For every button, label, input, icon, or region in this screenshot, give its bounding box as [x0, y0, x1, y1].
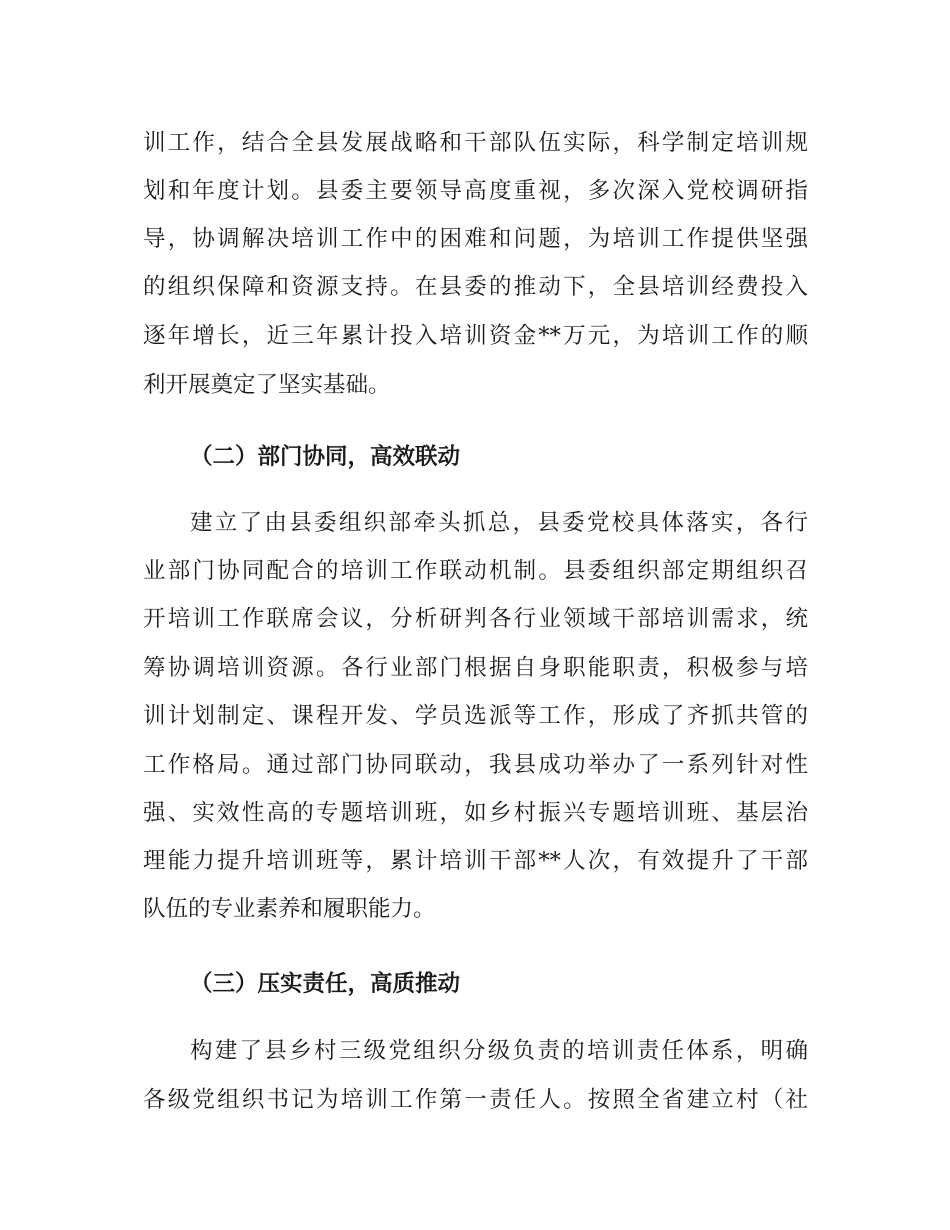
- section-heading-2: （二）部门协同，高效联动: [190, 444, 461, 470]
- paragraph-2-line-4: 筹协调培训资源。各行业部门根据自身职能职责，积极参与培: [143, 655, 808, 681]
- paragraph-2-line-8: 理能力提升培训班等，累计培训干部**人次，有效提升了干部: [143, 848, 808, 874]
- paragraph-1-line-5: 逐年增长，近三年累计投入培训资金**万元，为培训工作的顺: [143, 323, 808, 349]
- paragraph-1-line-6: 利开展奠定了坚实基础。: [143, 372, 391, 398]
- paragraph-2-line-5: 训计划制定、课程开发、学员选派等工作，形成了齐抓共管的: [143, 703, 808, 729]
- paragraph-3-line-1: 构建了县乡村三级党组织分级负责的培训责任体系，明确: [190, 1038, 808, 1064]
- section-heading-3: （三）压实责任，高质推动: [190, 971, 461, 997]
- paragraph-1-line-4: 的组织保障和资源支持。在县委的推动下，全县培训经费投入: [143, 274, 808, 300]
- paragraph-2-line-7: 强、实效性高的专题培训班，如乡村振兴专题培训班、基层治: [143, 800, 808, 826]
- paragraph-3-line-2: 各级党组织书记为培训工作第一责任人。按照全省建立村（社: [143, 1087, 808, 1113]
- paragraph-2-line-9: 队伍的专业素养和履职能力。: [143, 896, 436, 922]
- paragraph-2-line-2: 业部门协同配合的培训工作联动机制。县委组织部定期组织召: [143, 558, 808, 584]
- paragraph-1-line-1: 训工作，结合全县发展战略和干部队伍实际，科学制定培训规: [143, 130, 808, 156]
- paragraph-2-line-3: 开培训工作联席会议，分析研判各行业领域干部培训需求，统: [143, 606, 808, 632]
- paragraph-1-line-3: 导，协调解决培训工作中的困难和问题，为培训工作提供坚强: [143, 226, 808, 252]
- paragraph-2-line-1: 建立了由县委组织部牵头抓总，县委党校具体落实，各行: [190, 510, 808, 536]
- paragraph-1-line-2: 划和年度计划。县委主要领导高度重视，多次深入党校调研指: [143, 178, 808, 204]
- paragraph-2-line-6: 工作格局。通过部门协同联动，我县成功举办了一系列针对性: [143, 752, 808, 778]
